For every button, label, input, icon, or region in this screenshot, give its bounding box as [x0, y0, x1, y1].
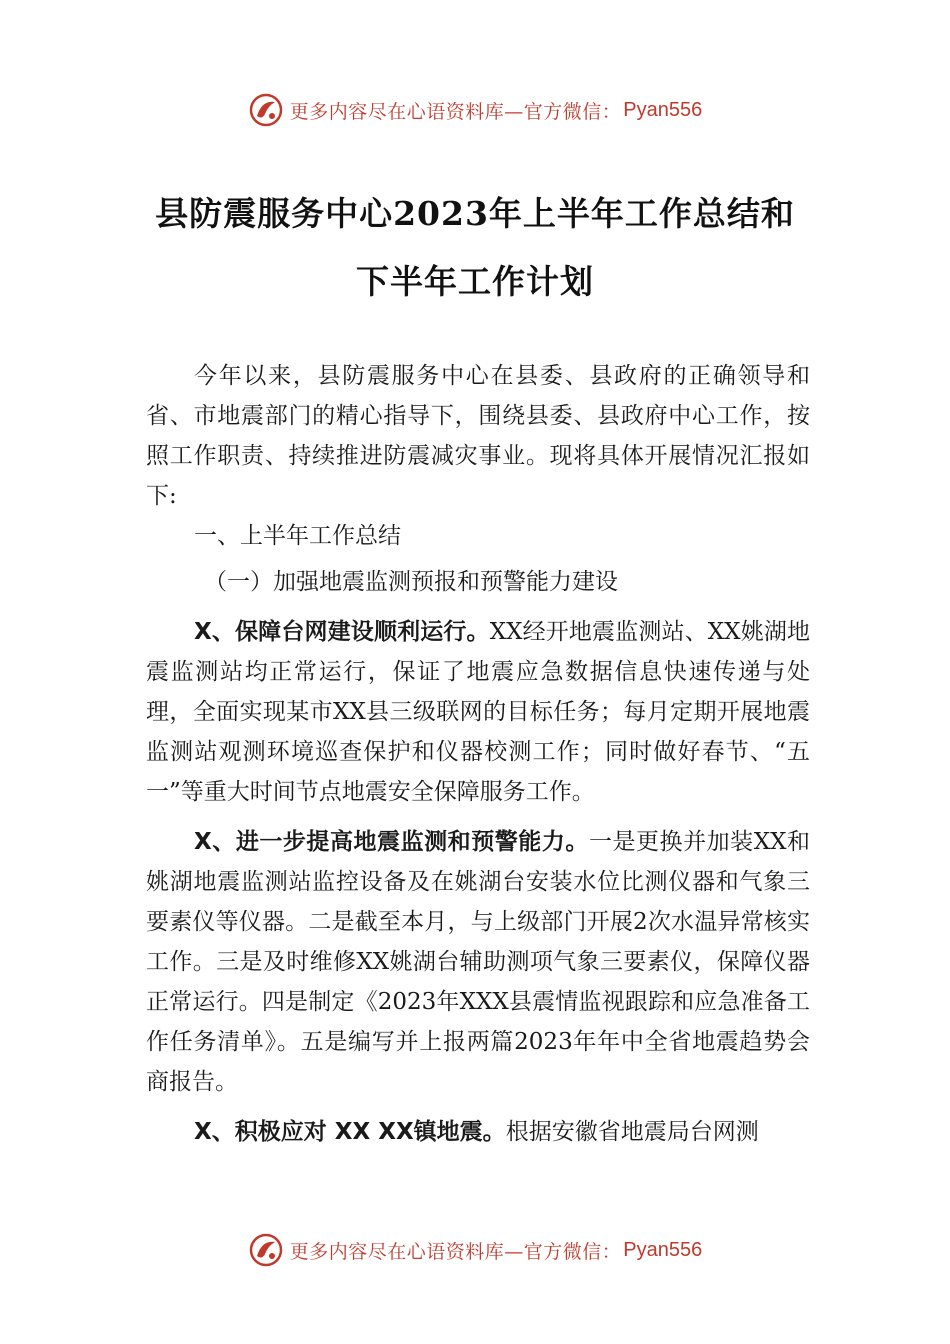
item-text: XX经开地震监测站、XX姚湖地震监测站均正常运行，保证了地震应急数据信息快速传递与处理，全面实现某市XX县三级联网的目标任务；每月定期开展地震监测站观测环境巡查保护和仪器校测工作；同时做好春节、“五一”等重大时间节点地震安全保障服务工作。: [146, 619, 811, 805]
watermark-wechat-id: Pyan556: [623, 1238, 703, 1261]
watermark-header: [0, 92, 950, 128]
item-text: 根据安徽省地震局台网测: [505, 1119, 759, 1145]
item-heading: X、进一步提高地震监测和预警能力。: [194, 829, 589, 855]
list-item: [146, 612, 810, 812]
subsection-heading: （一）加强地震监测预报和预警能力建设: [204, 569, 618, 595]
intro-paragraph: 今年以来，县防震服务中心在县委、县政府的正确领导和省、市地震部门的精心指导下，围绕县委、县政府中心工作，按照工作职责、持续推进防震减灾事业。现将具体开展情况汇报如下:: [146, 363, 810, 509]
brand-logo-icon: [248, 1232, 284, 1268]
document-title-line2: 下半年工作计划: [356, 262, 594, 301]
list-item: [146, 822, 810, 1102]
section-heading: 一、上半年工作总结: [194, 523, 401, 549]
list-item: [146, 1112, 810, 1152]
watermark-footer: [0, 1232, 950, 1268]
document-body: [146, 356, 810, 1152]
watermark-text: 更多内容尽在心语资料库—官方微信：: [289, 100, 622, 123]
watermark-text: 更多内容尽在心语资料库—官方微信：: [289, 1240, 622, 1263]
item-heading: X、积极应对 XX XX镇地震。: [194, 1119, 506, 1145]
watermark-wechat-id: Pyan556: [623, 98, 703, 121]
item-text: 一是更换并加装XX和姚湖地震监测站监控设备及在姚湖台安装水位比测仪器和气象三要素仪等仪器。二是截至本月，与上级部门开展2次水温异常核实工作。三是及时维修XX姚湖台辅助测项气象三要素仪，保障仪器正常运行。四是制定《2023年XXX县震情监视跟踪和应急准备工作任务清单》。五是编写并上报两篇2023年年中全省地震趋势会商报告。: [146, 829, 811, 1095]
document-title-line1: 县防震服务中心2023年上半年工作总结和: [155, 194, 795, 233]
item-heading: X、保障台网建设顺利运行。: [194, 619, 490, 645]
brand-logo-icon: [248, 92, 284, 128]
